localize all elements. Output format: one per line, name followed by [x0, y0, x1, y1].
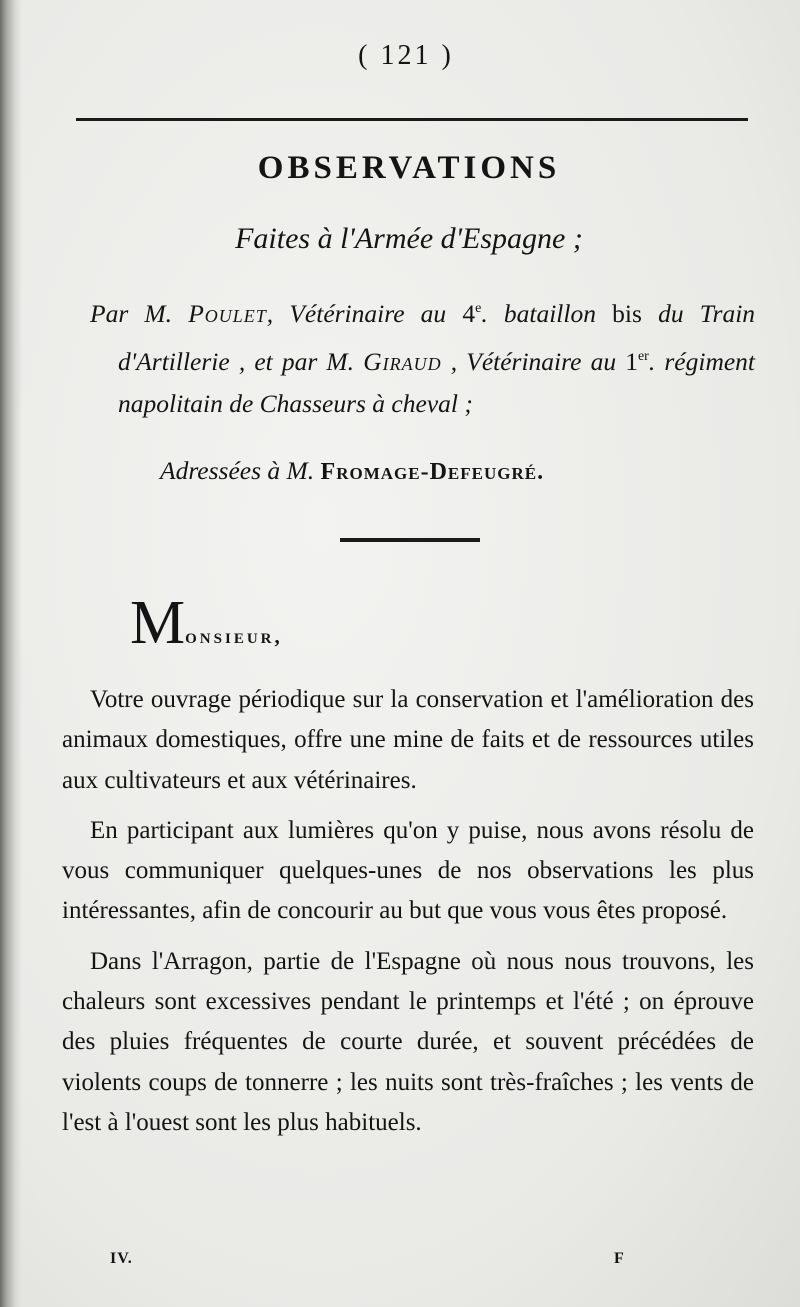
- addressee-name: Fromage-Defeugré.: [320, 459, 545, 485]
- body-text: [62, 680, 754, 1153]
- byline-role-1a: , Vétérinaire au: [266, 299, 447, 328]
- byline-sup-1: e: [475, 301, 482, 316]
- paragraph: Dans l'Arragon, partie de l'Espagne où nous nous trouvons, les chaleurs sont excessives pendant le printemps et l'été ; on éprouve des pluies fréquentes de courte durée, et souvent précédées de violents coups de tonnerre ; les nuits sont très-fraîches ; les vents de l'est à l'ouest sont les plus habituels.: [62, 947, 754, 1136]
- page-number: ( 121 ): [358, 40, 454, 71]
- byline: [90, 288, 755, 426]
- byline-role-1c: du Train d'Artillerie , et par M.: [118, 299, 756, 376]
- author-poulet: Poulet: [188, 299, 267, 328]
- book-spine-shadow: [0, 0, 22, 1307]
- signature-mark-right: F: [614, 1250, 624, 1267]
- byline-num-2: 1: [625, 346, 638, 376]
- byline-sup-2: er: [637, 348, 649, 364]
- byline-role-2b: . régiment napolitain de Chasseurs à cheval ;: [118, 346, 756, 418]
- page-subtitle: Faites à l'Armée d'Espagne ;: [235, 222, 583, 255]
- addressed-line: [160, 456, 780, 486]
- byline-role-1b: . bataillon: [481, 299, 596, 328]
- paragraph: En participant aux lumières qu'on y puise, nous avons résolu de vous communiquer quelques-unes de nos observations les plus intéressantes, afin de concourir au but que vous vous êtes proposé.: [62, 816, 754, 925]
- byline-par: Par M.: [90, 299, 173, 328]
- signature-mark-left: IV.: [110, 1250, 133, 1267]
- byline-role-2a: , Vétérinaire au: [450, 346, 617, 376]
- paragraph: Votre ouvrage périodique sur la conservation et l'amélioration des animaux domestiques, offre une mine de faits et de ressources utiles aux cultivateurs et aux vétérinaires.: [62, 686, 754, 794]
- salutation: [130, 588, 283, 659]
- author-giraud: Giraud: [363, 346, 442, 376]
- header-rule: [76, 118, 748, 121]
- salutation-initial: M: [130, 589, 186, 657]
- byline-num-1: 4: [462, 299, 476, 328]
- addressed-prefix: Adressées à M.: [160, 456, 315, 485]
- section-divider: [340, 538, 480, 542]
- page-title: OBSERVATIONS: [257, 150, 561, 186]
- byline-bis: bis: [612, 299, 642, 328]
- salutation-rest: onsieur,: [185, 624, 283, 648]
